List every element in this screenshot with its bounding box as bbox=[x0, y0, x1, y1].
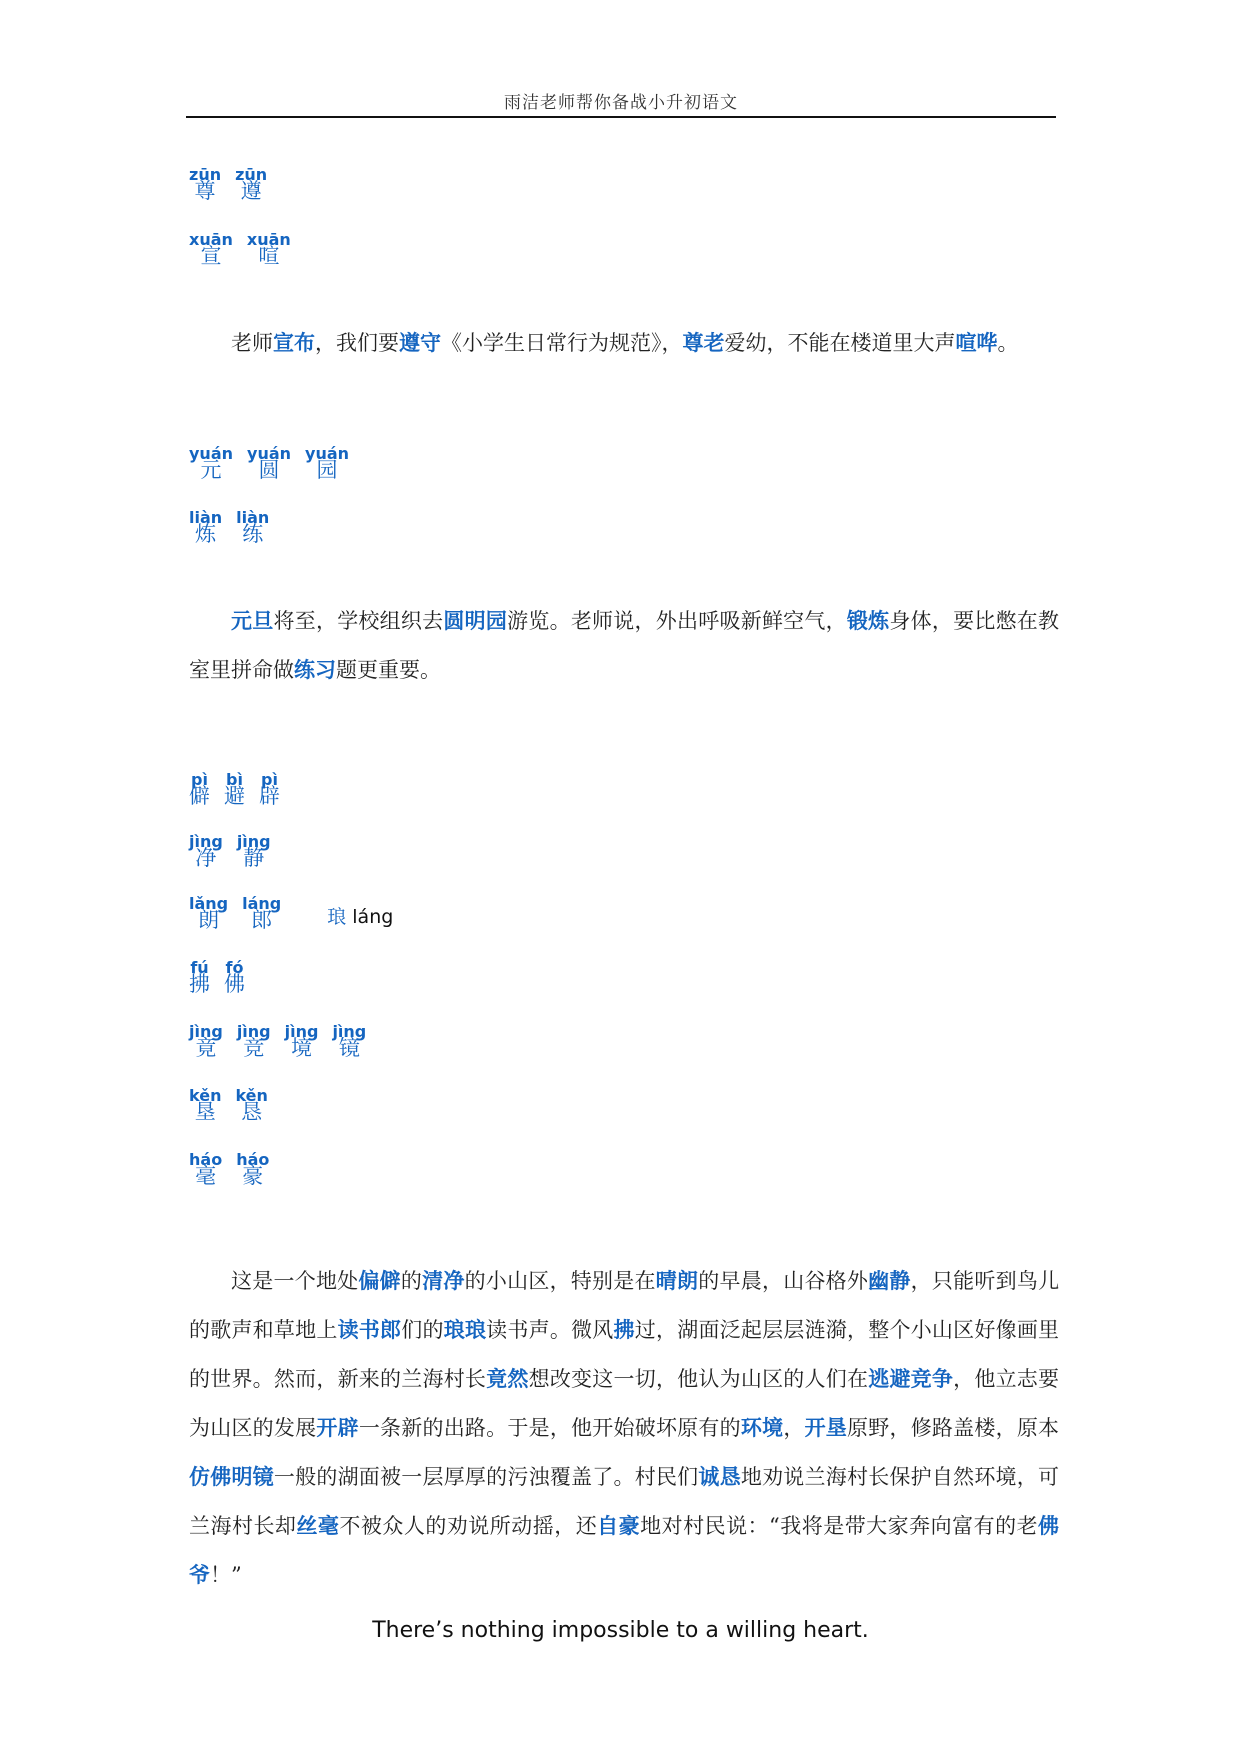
pinyin-row bbox=[189, 896, 393, 931]
pinyin-char: fú 拂 bbox=[189, 958, 210, 996]
paragraph: 元旦将至，学校组织去圆明园游览。老师说，外出呼吸新鲜空气，锻炼身体，要比憋在教室里拼命做练习题更重要。 bbox=[189, 609, 1060, 682]
pinyin-char: kěn 垦 bbox=[189, 1086, 222, 1124]
pinyin-row bbox=[189, 510, 269, 545]
pinyin-char: yuán 圆 bbox=[247, 444, 292, 482]
header-divider bbox=[186, 116, 1056, 118]
pinyin-char: zūn 遵 bbox=[235, 165, 268, 203]
pinyin-char: jìng 竟 bbox=[189, 1022, 223, 1060]
pinyin-row bbox=[189, 232, 291, 267]
pinyin-row bbox=[189, 960, 245, 995]
pinyin-char: pì 僻 bbox=[189, 770, 210, 808]
pinyin-char: yuán 园 bbox=[305, 444, 350, 482]
pinyin-char: jìng 静 bbox=[236, 832, 271, 870]
pinyin-row bbox=[189, 167, 267, 202]
extra-char-note: 琅 láng bbox=[327, 906, 394, 928]
pinyin-row bbox=[189, 446, 349, 481]
pinyin-row bbox=[189, 1152, 269, 1187]
pinyin-char: lǎng 朗 bbox=[189, 894, 229, 932]
pinyin-char: zūn 尊 bbox=[189, 165, 222, 203]
pinyin-char: jìng 净 bbox=[189, 832, 223, 870]
pinyin-row bbox=[189, 834, 271, 869]
pinyin-row bbox=[189, 1024, 366, 1059]
pinyin-row bbox=[189, 1088, 268, 1123]
pinyin-char: liàn 炼 bbox=[189, 508, 223, 546]
pinyin-char: láng 郎 bbox=[242, 894, 282, 932]
pinyin-char: háo 毫 bbox=[189, 1150, 223, 1188]
pinyin-char: háo 豪 bbox=[236, 1150, 270, 1188]
pinyin-char: jìng 境 bbox=[284, 1022, 319, 1060]
pinyin-char: yuán 元 bbox=[189, 444, 234, 482]
pinyin-char: bì 避 bbox=[224, 770, 245, 808]
pinyin-char: pì 辟 bbox=[259, 770, 280, 808]
pinyin-char: fó 佛 bbox=[224, 958, 245, 996]
pinyin-row bbox=[189, 772, 280, 807]
pinyin-char: xuān 喧 bbox=[246, 230, 291, 268]
pinyin-char: kěn 恳 bbox=[235, 1086, 268, 1124]
pinyin-char: jìng 镜 bbox=[332, 1022, 367, 1060]
pinyin-char: jìng 竞 bbox=[236, 1022, 271, 1060]
footer-quote: There’s nothing impossible to a willing heart. bbox=[372, 1618, 869, 1643]
story-paragraph: 这是一个地处偏僻的清净的小山区，特别是在晴朗的早晨，山谷格外幽静，只能听到鸟儿的歌声和草地上读书郎们的琅琅读书声。微风拂过，湖面泛起层层涟漪，整个小山区好像画里的世界。然而，新来的兰海村长竟然想改变这一切，他认为山区的人们在逃避竞争，他立志要为山区的发展开辟一条新的出路。于是，他开始破坏原有的环境，开垦原野，修路盖楼，原本仿佛明镜一般的湖面被一层厚厚的污浊覆盖了。村民们诚恳地劝说兰海村长保护自然环境，可兰海村长却丝毫不被众人的劝说所动摇，还自豪地对村民说：“我将是带大家奔向富有的老佛爷！” bbox=[189, 1269, 1060, 1587]
pinyin-char: liàn 练 bbox=[236, 508, 270, 546]
pinyin-char: xuān 宣 bbox=[189, 230, 233, 268]
page-header: 雨洁老师帮你备战小升初语文 bbox=[504, 93, 738, 113]
paragraph: 老师宣布，我们要遵守《小学生日常行为规范》，尊老爱幼，不能在楼道里大声喧哗。 bbox=[231, 331, 1019, 355]
